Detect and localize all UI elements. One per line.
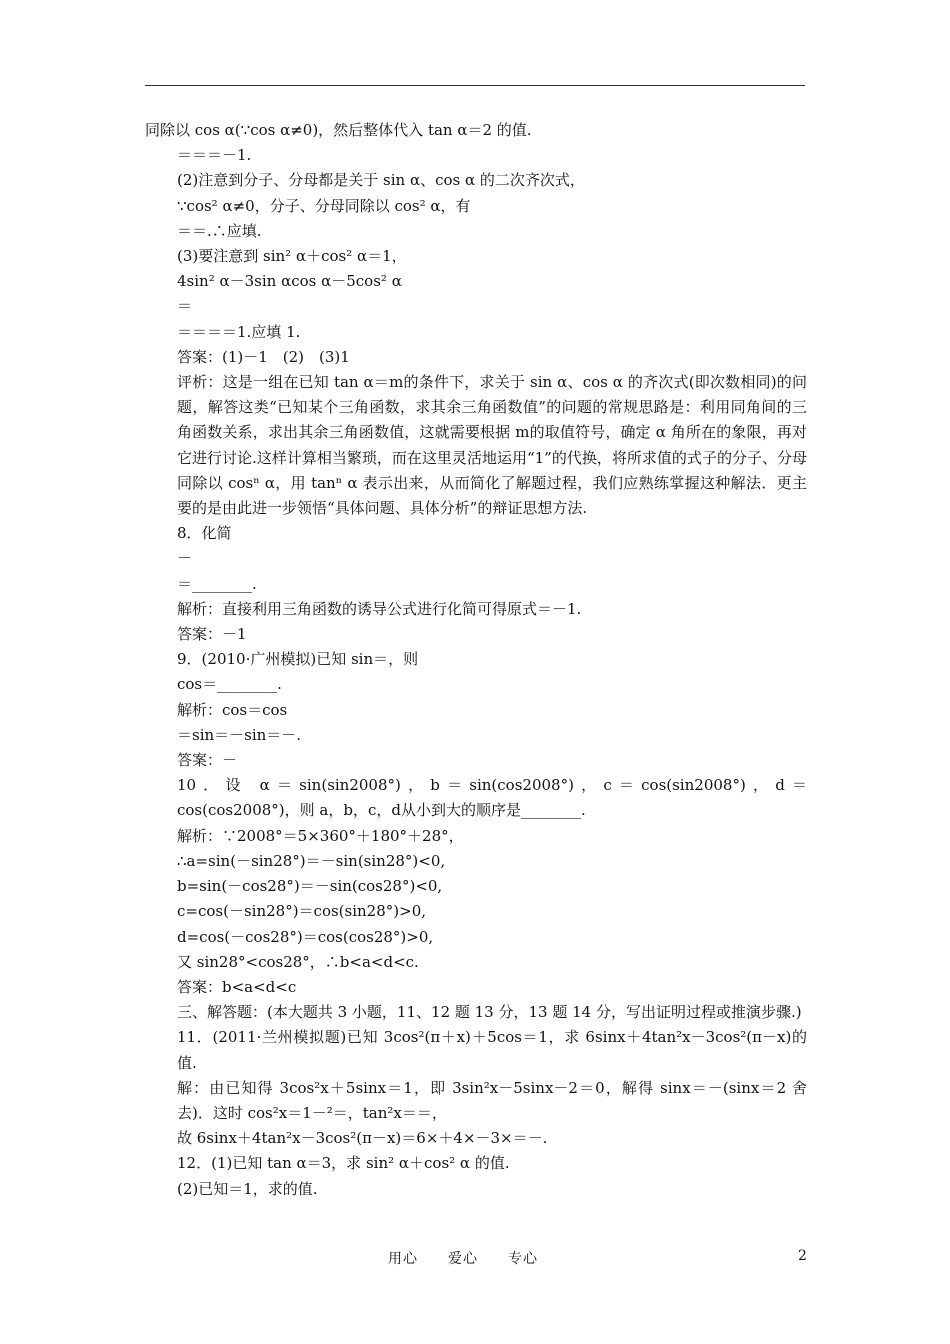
paragraph: 同除以 cos α(∵cos α≠0)，然后整体代入 tan α＝2 的值. — [145, 121, 532, 139]
paragraph: (2)已知＝1，求的值. — [177, 1179, 318, 1198]
paragraph: 11．(2011·兰州模拟题)已知 3cos²(π＋x)＋5cos＝1，求 6sinx＋4tan²x－3cos²(π－x)的值. — [177, 1028, 807, 1072]
paragraph: 8．化简 — [177, 524, 232, 543]
paragraph: ＝＝＝＝1.应填 1. — [177, 322, 301, 341]
paragraph: c=cos(－sin28°)＝cos(sin28°)>0, — [177, 902, 427, 921]
paragraph: 答案：－1 — [177, 625, 247, 644]
paragraph: 故 6sinx＋4tan²x－3cos²(π－x)＝6×＋4×－3×＝－. — [177, 1129, 548, 1148]
paragraph: 答案：(1)－1 (2) (3)1 — [177, 347, 350, 366]
paragraph: 答案：－ — [177, 751, 238, 770]
page-number: 2 — [798, 1248, 807, 1264]
paragraph: 9．(2010·广州模拟)已知 sin＝，则 — [177, 650, 419, 669]
footer-slogan: 用心 爱心 专心 — [388, 1251, 538, 1267]
paragraph: 12．(1)已知 tan α＝3，求 sin² α＋cos² α 的值. — [177, 1154, 510, 1173]
paragraph: cos＝________. — [177, 675, 282, 694]
paragraph: ＝＝.∴应填. — [177, 221, 262, 240]
paragraph: － — [177, 549, 193, 568]
paragraph: 解析：直接利用三角函数的诱导公式进行化简可得原式＝－1. — [177, 599, 582, 618]
header-rule — [145, 85, 805, 86]
paragraph: 4sin² α－3sin αcos α－5cos² α — [177, 272, 402, 291]
paragraph: 解析：cos＝cos — [177, 700, 288, 719]
paragraph: ＝sin＝－sin＝－. — [177, 725, 302, 744]
paragraph: 评析：这是一组在已知 tan α＝m的条件下，求关于 sin α、cos α 的齐次式(即次数相同)的问题，解答这类“已知某个三角函数，求其余三角函数值”的问题的常规思路是：利用同角间的三角函数关系，求出其余三角函数值，这就需要根据 m的取值符号，确定 α 角所在的象限，再对它进行讨论.这样计算相当繁琐，而在这里灵活地运用“1”的代换，将所求值的式子的分子、分母同除以 cosⁿ α，用 tanⁿ α 表示出来，从而简化了解题过程，我们应熟练掌握这种解法．更主要的是由此进一步领悟“具体问题、具体分析”的辩证思想方法. — [177, 373, 807, 518]
page-body — [145, 118, 807, 1202]
paragraph: 解析：∵2008°＝5×360°＋180°＋28°， — [177, 826, 464, 845]
paragraph: 又 sin28°<cos28°，∴b<a<d<c. — [177, 952, 419, 971]
paragraph: ＝＝＝－1. — [177, 146, 252, 165]
paragraph: b=sin(－cos28°)＝－sin(cos28°)<0, — [177, 877, 443, 896]
paragraph: (3)要注意到 sin² α＋cos² α＝1， — [177, 247, 407, 266]
paragraph: 答案：b<a<d<c — [177, 977, 297, 996]
paragraph: 三、解答题：(本大题共 3 小题，11、12 题 13 分，13 题 14 分，写出证明过程或推演步骤.) — [177, 1003, 802, 1022]
paragraph: ∵cos² α≠0，分子、分母同除以 cos² α，有 — [177, 196, 471, 215]
paragraph: ∴a=sin(－sin28°)＝－sin(sin28°)<0, — [177, 851, 446, 870]
paragraph: 10．设 α＝sin(sin2008°)，b＝sin(cos2008°)，c＝cos(sin2008°)，d＝cos(cos2008°)，则 a，b，c，d从小到大的顺序是________. — [177, 776, 807, 820]
paragraph: ＝________. — [177, 574, 257, 593]
paragraph: ＝ — [177, 297, 193, 316]
paragraph: 解：由已知得 3cos²x＋5sinx＝1，即 3sin²x－5sinx－2＝0，解得 sinx＝－(sinx＝2 舍去)．这时 cos²x＝1－²＝，tan²x＝＝， — [177, 1078, 807, 1122]
paragraph: (2)注意到分子、分母都是关于 sin α、cos α 的二次齐次式， — [177, 171, 585, 190]
paragraph: d=cos(－cos28°)＝cos(cos28°)>0, — [177, 927, 434, 946]
